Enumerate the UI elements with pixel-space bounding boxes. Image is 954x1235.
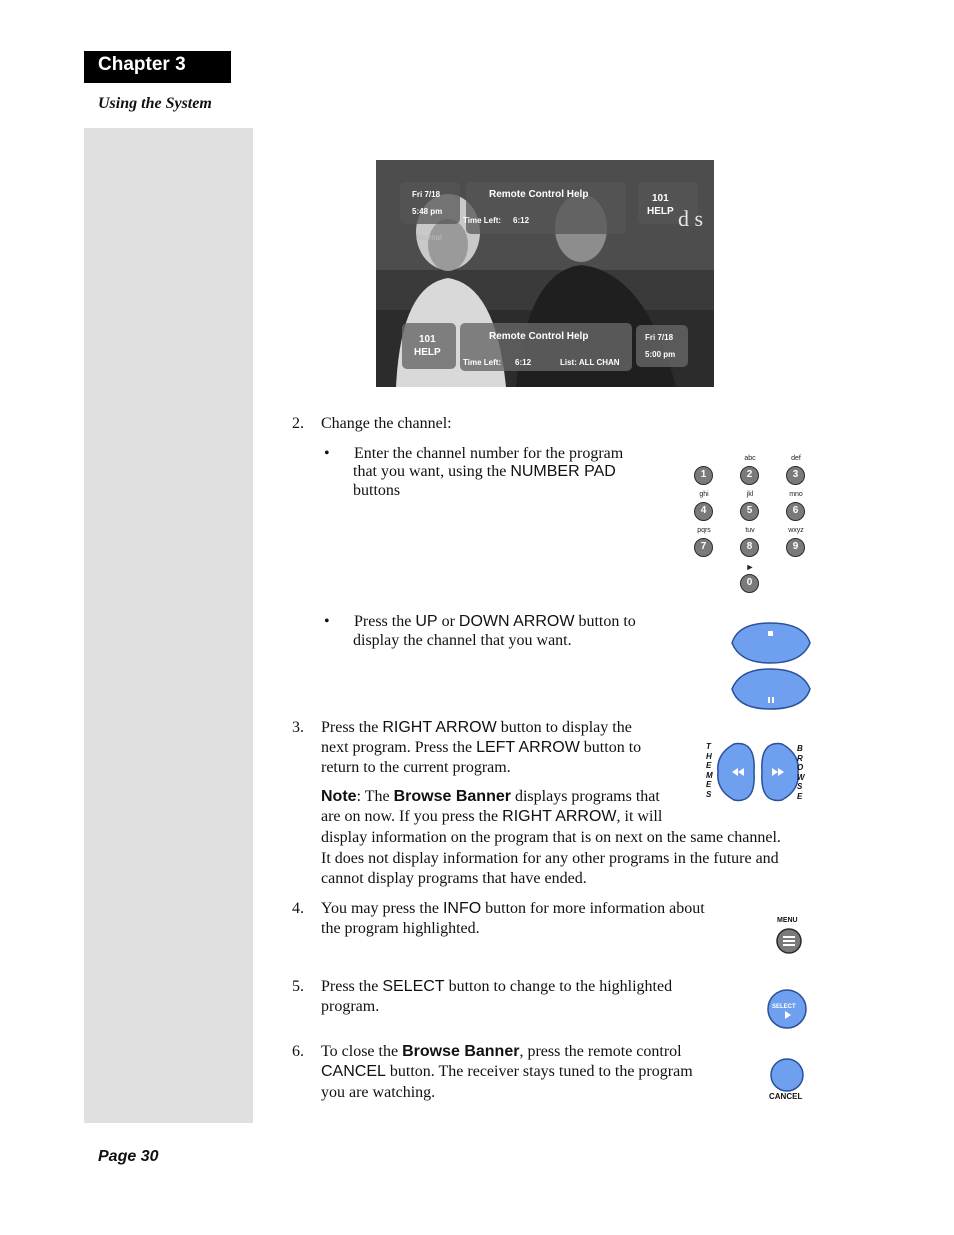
key-4: 4 [694, 502, 713, 521]
down-arrow-term: DOWN ARROW [458, 613, 575, 630]
step6-number: 6. [292, 1043, 304, 1060]
step5-line2: program. [321, 998, 380, 1015]
step2-bullet1: • [324, 445, 330, 462]
top-channel-name: HELP [647, 206, 674, 217]
cancel-icon-label: CANCEL [769, 1092, 803, 1101]
bottom-title: Remote Control Help [489, 331, 589, 342]
tv-screenshot [376, 160, 714, 387]
section-title: Using the System [98, 95, 212, 112]
top-time-left: 6:12 [513, 216, 530, 225]
note-line5: cannot display programs that have ended. [321, 870, 587, 887]
step6-line3: you are watching. [321, 1084, 436, 1101]
number-pad-term: NUMBER PAD [510, 463, 616, 480]
bottom-channel-name: HELP [414, 347, 441, 358]
key-5-letters: jkl [746, 491, 754, 498]
key-6: 6 [786, 502, 805, 521]
key-0: 0 [740, 574, 759, 593]
chapter-heading: Chapter 3 [84, 51, 231, 83]
page-number: Page 30 [98, 1148, 159, 1165]
bottom-date: Fri 7/18 [645, 333, 674, 342]
key-2: 2 [740, 466, 759, 485]
bottom-channel: 101 [419, 334, 436, 345]
note-line1: Note: The Browse Banner displays programs that [321, 788, 660, 805]
key-3: 3 [786, 466, 805, 485]
key-8: 8 [740, 538, 759, 557]
step2-b1-line2: that you want, using the NUMBER PAD [353, 463, 616, 480]
menu-button-icon [775, 927, 803, 955]
key-7: 7 [694, 538, 713, 557]
up-down-arrow-buttons-icon [728, 621, 814, 711]
right-arrow-term-2: RIGHT ARROW [502, 808, 617, 825]
note-line2: are on now. If you press the RIGHT ARROW, it will [321, 808, 663, 825]
top-date: Fri 7/18 [412, 190, 441, 199]
step2-bullet2: • [324, 613, 330, 630]
note-line4: It does not display information for any other programs in the future and [321, 850, 779, 867]
key-3-letters: def [791, 455, 801, 462]
step2-number: 2. [292, 415, 304, 432]
key-2-letters: abc [744, 455, 756, 462]
step3-line1: Press the RIGHT ARROW button to display the [321, 719, 632, 736]
network-logo: d s [678, 206, 704, 231]
bottom-list: List: ALL CHAN [560, 358, 620, 367]
key-5: 5 [740, 502, 759, 521]
browse-label: BROWSE [797, 744, 805, 801]
bottom-time: 5:00 pm [645, 350, 676, 359]
themes-label: THEMES [706, 742, 713, 799]
key-1: 1 [694, 466, 713, 485]
step5-line1: Press the SELECT button to change to the highlighted [321, 978, 673, 995]
top-title: Remote Control Help [489, 189, 589, 200]
left-right-arrow-buttons [700, 740, 815, 806]
top-channel: 101 [652, 193, 669, 204]
key-9: 9 [786, 538, 805, 557]
bottom-time-left: 6:12 [515, 358, 532, 367]
key-6-letters: mno [789, 491, 803, 498]
step4-line2: the program highlighted. [321, 920, 480, 937]
menu-icon-label: MENU [777, 917, 798, 924]
cancel-term: CANCEL [321, 1063, 386, 1080]
step4-number: 4. [292, 900, 304, 917]
key-8-letters: tuv [745, 527, 755, 534]
step6-line2: CANCEL button. The receiver stays tuned to the program [321, 1063, 693, 1080]
step5-number: 5. [292, 978, 304, 995]
step3-number: 3. [292, 719, 304, 736]
step2-b2-line2: display the channel that you want. [353, 632, 572, 649]
step6-line1: To close the Browse Banner, press the remote control [321, 1043, 682, 1060]
bottom-time-left-label: Time Left: [463, 358, 502, 367]
note-label: Note [321, 788, 357, 805]
top-time: 5:48 pm [412, 207, 443, 216]
browse-banner-term-2: Browse Banner [402, 1043, 520, 1060]
number-pad-graphic [688, 450, 818, 595]
step3-line3: return to the current program. [321, 759, 511, 776]
browse-banner-term: Browse Banner [393, 788, 511, 805]
step2-b2-line1: Press the UP or DOWN ARROW button to [354, 613, 636, 630]
top-mode: Normal [416, 233, 442, 242]
select-icon-label: SELECT [772, 1004, 796, 1010]
key-4-letters: ghi [699, 491, 709, 498]
key-0-play-icon: ► [745, 562, 755, 572]
cancel-button-icon [769, 1057, 805, 1093]
left-arrow-term: LEFT ARROW [476, 739, 580, 756]
step2-b1-line3: buttons [353, 482, 401, 499]
right-arrow-term: RIGHT ARROW [382, 719, 497, 736]
step4-line1: You may press the INFO button for more information about [321, 900, 705, 917]
select-term: SELECT [382, 978, 445, 995]
margin-sidebar [84, 128, 253, 1123]
key-7-letters: pqrs [697, 527, 711, 534]
note-line3: display information on the program that is on next on the same channel. [321, 829, 781, 846]
step2-b1-line1: Enter the channel number for the program [354, 445, 624, 462]
info-term: INFO [442, 900, 482, 917]
step2-text: Change the channel: [321, 415, 452, 432]
top-time-left-label: Time Left: [463, 216, 502, 225]
step3-line2: next program. Press the LEFT ARROW button to [321, 739, 642, 756]
up-term: UP [415, 613, 438, 630]
key-9-letters: wxyz [788, 527, 804, 534]
rewind-ffwd-buttons-icon [716, 740, 800, 804]
